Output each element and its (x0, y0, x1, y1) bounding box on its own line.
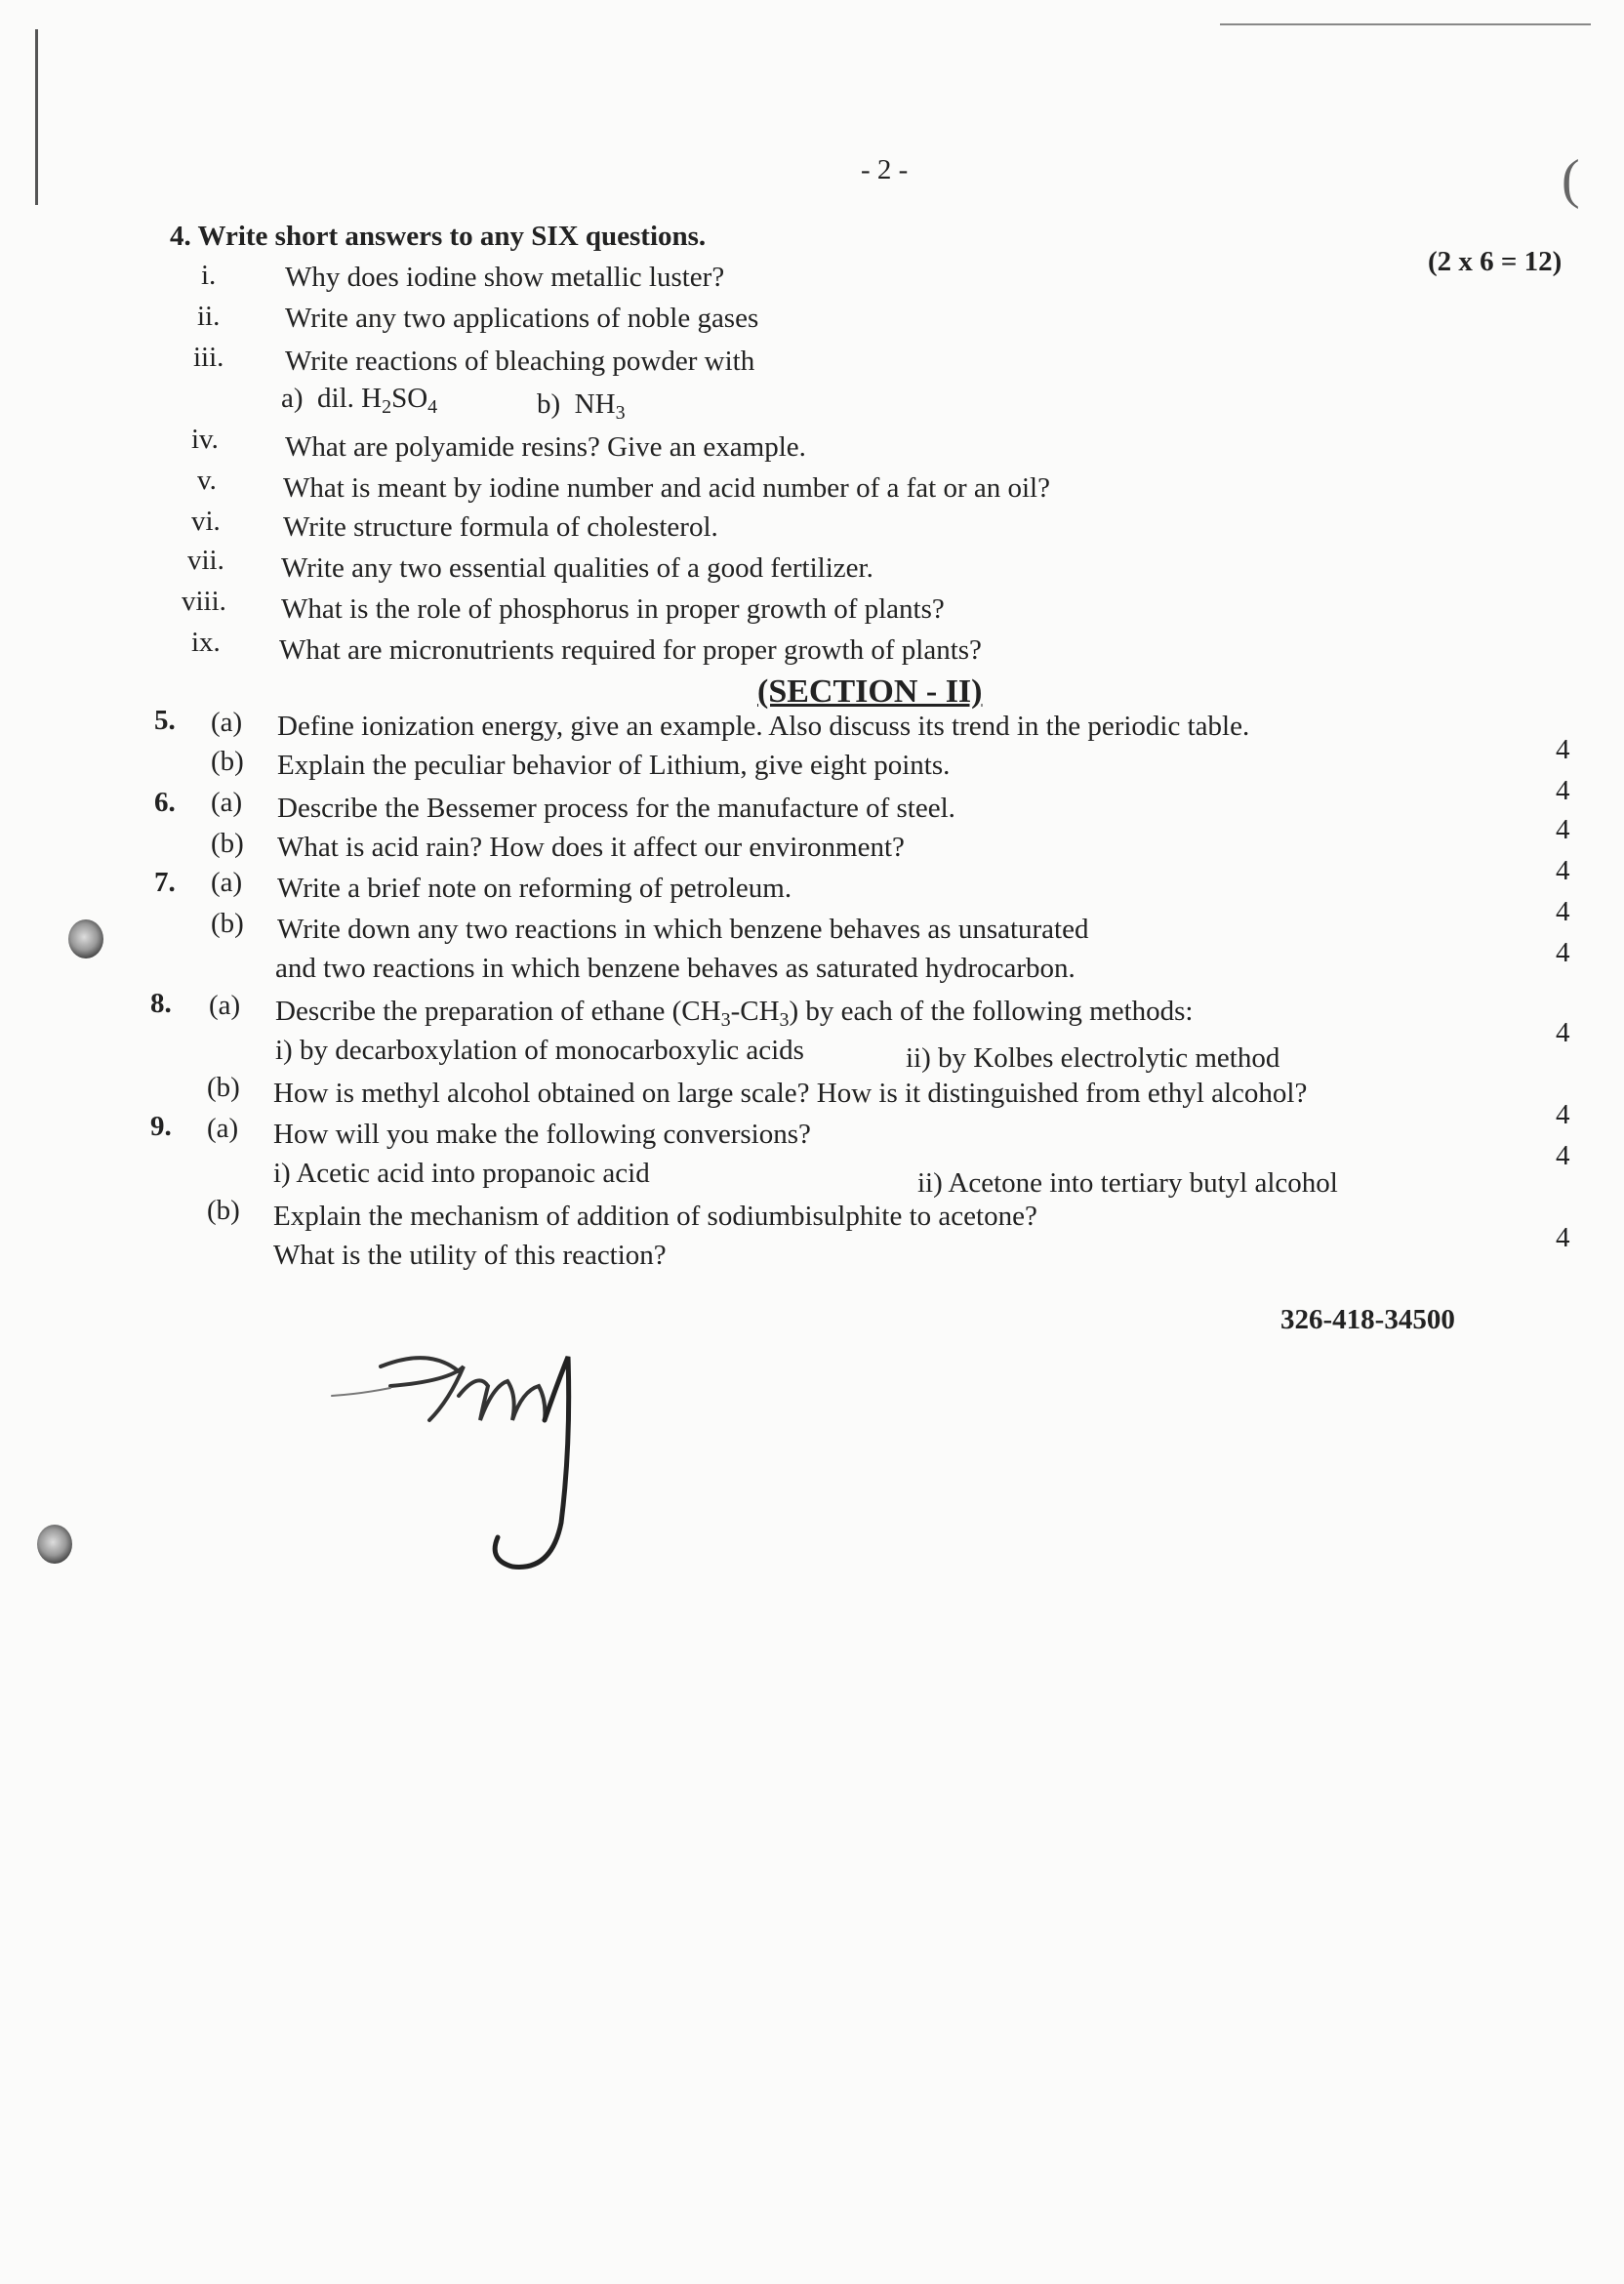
method-option: ii) by Kolbes electrolytic method (906, 1042, 1280, 1074)
method-option: i) by decarboxylation of monocarboxylic acids (275, 1035, 804, 1066)
question-mark: 4 (1556, 734, 1570, 765)
question-text-continued: What is the utility of this reaction? (273, 1240, 667, 1271)
list-item-number: ix. (191, 627, 221, 658)
question-mark: 4 (1556, 1017, 1570, 1048)
question-mark: 4 (1556, 1140, 1570, 1171)
list-item: What are micronutrients required for proper growth of plants? (279, 634, 982, 666)
question-part: (a) (207, 1113, 239, 1144)
question-part: (b) (207, 1072, 240, 1103)
bleaching-reaction-b: b) $NH_3$ (537, 388, 626, 424)
list-item: What are polyamide resins? Give an example. (285, 431, 806, 463)
punch-hole-top (68, 919, 103, 958)
question-text: How will you make the following conversions? (273, 1119, 811, 1150)
list-item: Write structure formula of cholesterol. (283, 511, 718, 543)
list-item-number: v. (197, 465, 217, 496)
question-part: (b) (211, 828, 244, 859)
list-item: Write any two applications of noble gases (285, 303, 759, 334)
bleaching-reaction-a: a) dil. $H_2SO_4$ (281, 383, 438, 418)
scan-edge-line-left (35, 29, 38, 205)
q4-heading: 4. Write short answers to any SIX questions. (170, 221, 707, 252)
page-number: - 2 - (861, 154, 909, 185)
list-item: What is meant by iodine number and acid number of a fat or an oil? (283, 472, 1050, 504)
list-item-number: vi. (191, 506, 221, 537)
question-text: Describe the preparation of ethane $(CH_3-CH_3)$ by each of the following methods: (275, 996, 1194, 1031)
question-text: Write a brief note on reforming of petroleum. (277, 873, 792, 904)
question-mark: 4 (1556, 1222, 1570, 1253)
question-part: (a) (211, 707, 243, 738)
question-mark: 4 (1556, 814, 1570, 845)
question-text: Describe the Bessemer process for the manufacture of steel. (277, 793, 955, 824)
conversion-option: ii) Acetone into tertiary butyl alcohol (917, 1167, 1338, 1199)
paper-code: 326-418-34500 (1280, 1304, 1455, 1335)
punch-hole-bottom (37, 1525, 72, 1564)
list-item-number: i. (201, 260, 217, 291)
question-mark: 4 (1556, 775, 1570, 806)
list-item: Write reactions of bleaching powder with (285, 346, 755, 377)
list-item-number: viii. (182, 586, 226, 617)
question-mark: 4 (1556, 1099, 1570, 1130)
question-text: Define ionization energy, give an example. Also discuss its trend in the periodic table. (277, 711, 1250, 742)
scan-edge-line-top (1220, 23, 1591, 25)
list-item-number: iii. (193, 342, 224, 373)
question-text: Explain the peculiar behavior of Lithium, give eight points. (277, 750, 951, 781)
question-number: 6. (154, 787, 176, 818)
question-number: 9. (150, 1111, 172, 1142)
question-part: (a) (211, 787, 243, 818)
question-part: (b) (211, 908, 244, 939)
list-item-number: iv. (191, 424, 219, 455)
question-mark: 4 (1556, 855, 1570, 886)
list-item-number: ii. (197, 301, 221, 332)
question-number: 8. (150, 988, 172, 1019)
question-text: What is acid rain? How does it affect our environment? (277, 832, 905, 863)
question-mark: 4 (1556, 896, 1570, 927)
question-part: (b) (207, 1195, 240, 1226)
conversion-option: i) Acetic acid into propanoic acid (273, 1158, 650, 1189)
q4-marks: (2 x 6 = 12) (1428, 246, 1563, 277)
section-heading: (SECTION - II) (757, 673, 983, 710)
question-text-continued: and two reactions in which benzene behaves as saturated hydrocarbon. (275, 953, 1076, 984)
scan-mark-right: ( (1562, 149, 1580, 210)
list-item: Write any two essential qualities of a good fertilizer. (281, 552, 873, 584)
list-item-number: vii. (187, 545, 224, 576)
question-part: (b) (211, 746, 244, 777)
question-part: (a) (211, 867, 243, 898)
list-item: Why does iodine show metallic luster? (285, 262, 725, 293)
question-text: Explain the mechanism of addition of sodiumbisulphite to acetone? (273, 1201, 1037, 1232)
question-part: (a) (209, 990, 241, 1021)
question-number: 5. (154, 705, 176, 736)
signature (312, 1327, 703, 1620)
list-item: What is the role of phosphorus in proper growth of plants? (281, 593, 945, 625)
question-text: How is methyl alcohol obtained on large scale? How is it distinguished from ethyl alcohol? (273, 1078, 1308, 1109)
question-number: 7. (154, 867, 176, 898)
question-mark: 4 (1556, 937, 1570, 968)
question-text: Write down any two reactions in which benzene behaves as unsaturated (277, 914, 1089, 945)
